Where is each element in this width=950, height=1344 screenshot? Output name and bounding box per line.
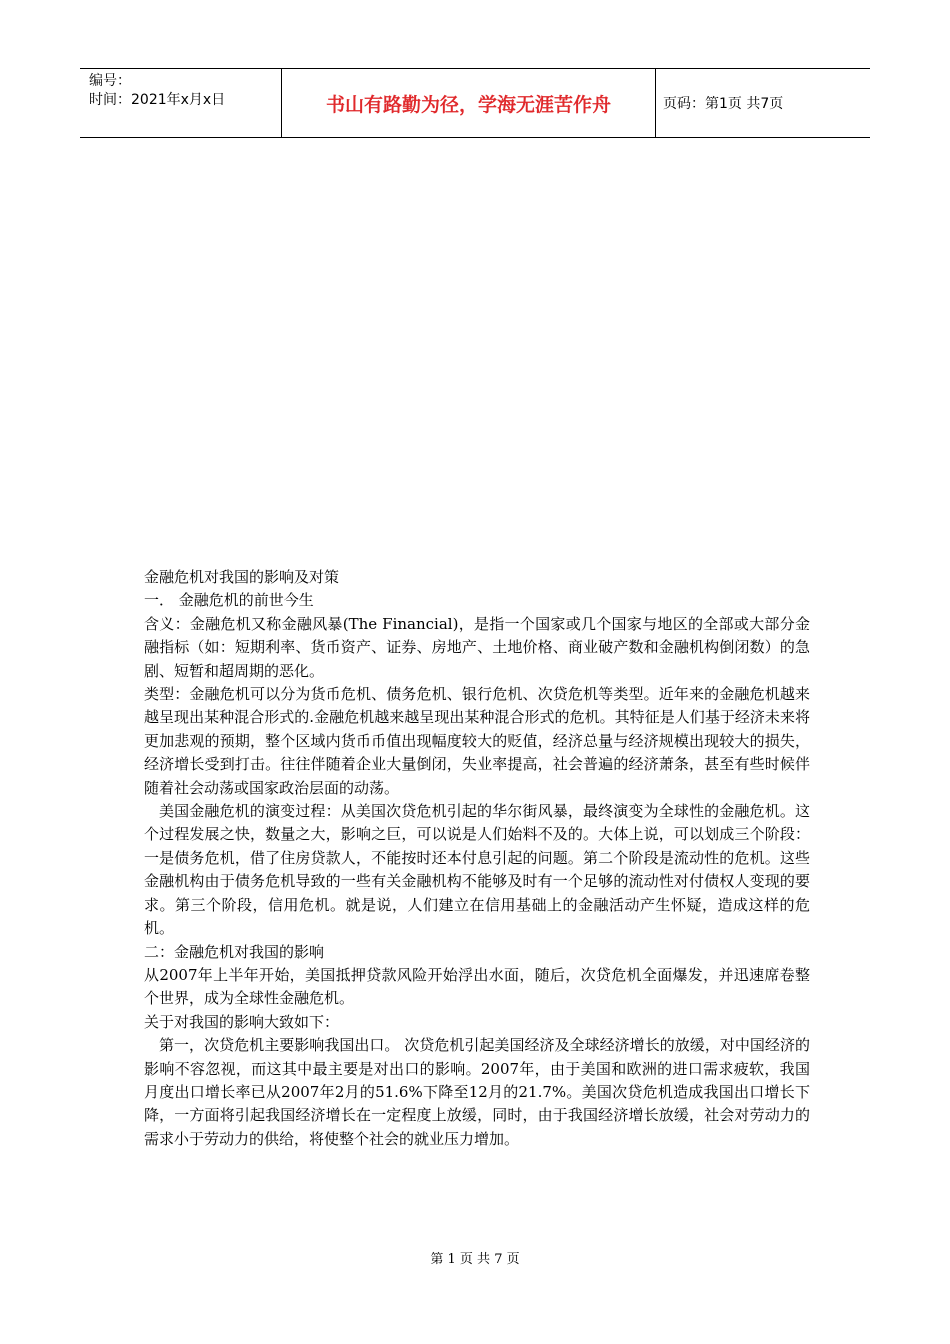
document-title: 金融危机对我国的影响及对策 — [144, 568, 340, 586]
document-body — [144, 566, 810, 1151]
header-motto: 书山有路勤为径，学海无涯苦作舟 — [282, 69, 656, 137]
number-label: 编号： — [89, 73, 131, 89]
section-heading-1: 一． 金融危机的前世今生 — [144, 591, 314, 610]
paragraph-export-impact: 第一，次贷危机主要影响我国出口。 次贷危机引起美国经济及全球经济增长的放缓，对中国经济的影响不容忽视，而这其中最主要是对出口的影响。2007年，由于美国和欧洲的进口需求疲软，我国月度出口增长率已从2007年2月的51.6%下降至12月的21.7%。美国次贷危机造成我国出口增长下降，一方面将引起我国经济增长在一定程度上放缓，同时，由于我国经济增长放缓，社会对劳动力的需求小于劳动力的供给，将使整个社会的就业压力增加。 — [144, 1036, 810, 1148]
document-header — [80, 68, 870, 138]
paragraph-types: 类型：金融危机可以分为货币危机、债务危机、银行危机、次贷危机等类型。近年来的金融危机越来越呈现出某种混合形式的.金融危机越来越呈现出某种混合形式的危机。其特征是人们基于经济未来将更加悲观的预期，整个区域内货币币值出现幅度较大的贬值，经济总量与经济规模出现较大的损失，经济增长受到打击。往往伴随着企业大量倒闭，失业率提高，社会普遍的经济萧条，甚至有些时候伴随着社会动荡或国家政治层面的动荡。 — [144, 685, 810, 797]
header-page-info: 页码：第1页 共7页 — [663, 96, 784, 112]
paragraph-definition: 含义：金融危机又称金融风暴(The Financial)，是指一个国家或几个国家与地区的全部或大部分金融指标（如：短期利率、货币资产、证券、房地产、土地价格、商业破产数和金融机构倒闭数）的急剧、短暂和超周期的恶化。 — [144, 614, 810, 680]
section-heading-2: 二：金融危机对我国的影响 — [144, 942, 325, 961]
page-footer: 第 1 页 共 7 页 — [430, 1252, 520, 1267]
paragraph-impact-intro: 关于对我国的影响大致如下： — [144, 1012, 340, 1031]
time-label: 时间：2021年x月x日 — [89, 92, 226, 108]
paragraph-2007: 从2007年上半年开始，美国抵押贷款风险开始浮出水面，随后，次贷危机全面爆发，并迅速席卷整个世界，成为全球性金融危机。 — [144, 965, 810, 1008]
header-meta — [80, 69, 282, 137]
paragraph-evolution: 美国金融危机的演变过程：从美国次贷危机引起的华尔街风暴，最终演变为全球性的金融危机。这个过程发展之快，数量之大，影响之巨，可以说是人们始料不及的。大体上说，可以划成三个阶段：一是债务危机，借了住房贷款人，不能按时还本付息引起的问题。第二个阶段是流动性的危机。这些金融机构由于债务危机导致的一些有关金融机构不能够及时有一个足够的流动性对付债权人变现的要求。第三个阶段，信用危机。就是说，人们建立在信用基础上的金融活动产生怀疑，造成这样的危机。 — [144, 802, 810, 938]
